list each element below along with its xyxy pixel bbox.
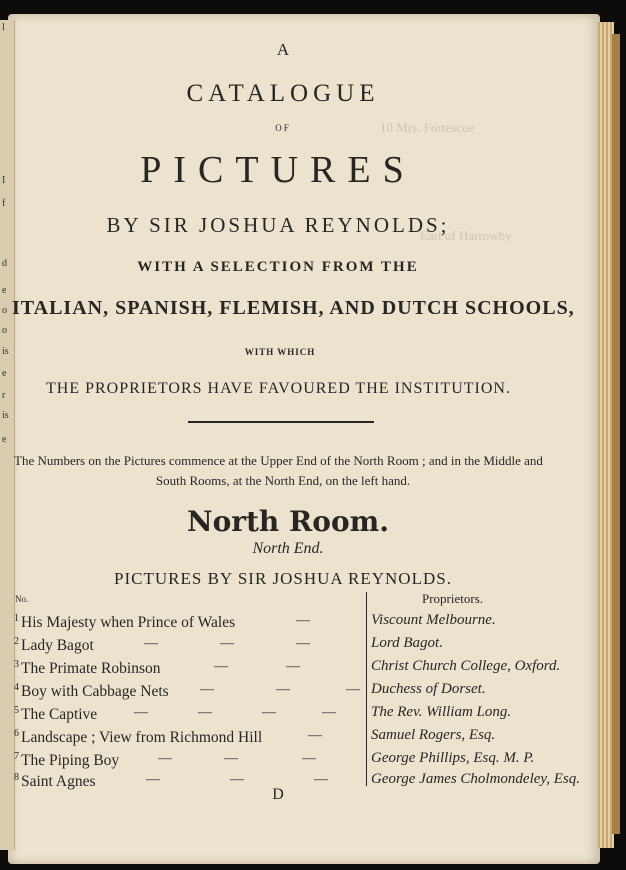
proprietors-column-label: Proprietors. <box>422 591 484 606</box>
book-cover-edge <box>612 34 620 834</box>
margin-letter: is <box>2 346 9 357</box>
number-column-label: No. <box>15 594 29 604</box>
leader-dash: — <box>144 636 158 651</box>
leader-dash: — <box>286 659 300 674</box>
entry-title: The Piping Boy <box>21 752 120 770</box>
entry-proprietor: The Rev. William Long. <box>371 704 512 720</box>
leader-dash: — <box>296 613 310 628</box>
leader-dash: — <box>224 751 238 766</box>
list-item <box>14 728 354 746</box>
leader-dash: — <box>200 682 214 697</box>
bleed-through-text: 10 Mrs. Fortescue <box>380 120 475 135</box>
schools-line: ITALIAN, SPANISH, FLEMISH, AND DUTCH SCHOOLS, <box>12 297 575 319</box>
leader-dash: — <box>346 682 360 697</box>
entry-proprietor: George Phillips, Esq. M. P. <box>371 750 535 766</box>
margin-letter: e <box>2 285 7 296</box>
entry-number: 2 <box>14 636 19 647</box>
entry-title: Boy with Cabbage Nets <box>21 683 169 701</box>
entry-number: 8 <box>14 772 19 783</box>
signature-mark: D <box>272 786 284 803</box>
column-divider <box>366 592 367 786</box>
entry-proprietor: Christ Church College, Oxford. <box>371 658 561 674</box>
margin-letter: e <box>2 434 7 445</box>
end-heading: North End. <box>252 540 324 557</box>
with-which: WITH WHICH <box>244 347 316 357</box>
entry-title: Landscape ; View from Richmond Hill <box>21 729 263 747</box>
leader-dash: — <box>314 772 328 787</box>
title-article: A <box>276 40 290 59</box>
leader-dash: — <box>302 751 316 766</box>
margin-letter: I <box>2 175 6 186</box>
entry-title: Saint Agnes <box>21 773 96 791</box>
numbers-note-line-1: The Numbers on the Pictures commence at the Upper End of the North Room ; and in the Middle and <box>14 453 543 468</box>
list-item <box>14 613 354 631</box>
margin-letter: r <box>2 390 6 401</box>
leader-dash: — <box>214 659 228 674</box>
margin-letter: e <box>2 368 7 379</box>
margin-letter: o <box>2 325 7 336</box>
leader-dash: — <box>276 682 290 697</box>
leader-dash: — <box>308 728 322 743</box>
list-item <box>14 636 354 654</box>
entry-number: 4 <box>14 682 19 693</box>
entry-proprietor: Viscount Melbourne. <box>371 612 496 628</box>
list-item <box>14 705 354 723</box>
section-heading: PICTURES BY SIR JOSHUA REYNOLDS. <box>114 569 452 588</box>
entry-title: The Captive <box>21 706 98 724</box>
leader-dash: — <box>158 751 172 766</box>
title-pictures: PICTURES <box>140 149 416 191</box>
entry-number: 1 <box>14 613 19 624</box>
margin-letter: o <box>2 305 7 316</box>
margin-letter: d <box>2 258 7 269</box>
leader-dash: — <box>220 636 234 651</box>
entry-title: The Primate Robinson <box>21 660 161 678</box>
leader-dash: — <box>134 705 148 720</box>
selection-line: WITH A SELECTION FROM THE <box>137 259 419 275</box>
leader-dash: — <box>322 705 336 720</box>
bleed-through-text: Earl of Harrowby <box>420 228 512 243</box>
entry-proprietor: Lord Bagot. <box>371 635 443 651</box>
byline: BY SIR JOSHUA REYNOLDS; <box>106 213 450 237</box>
leader-dash: — <box>230 772 244 787</box>
list-item <box>14 659 354 677</box>
entry-number: 5 <box>14 705 19 716</box>
leader-dash: — <box>296 636 310 651</box>
entry-title: His Majesty when Prince of Wales <box>21 614 236 632</box>
margin-letter: is <box>2 410 9 421</box>
entry-proprietor: Duchess of Dorset. <box>371 681 486 697</box>
leader-dash: — <box>146 772 160 787</box>
entry-number: 3 <box>14 659 19 670</box>
margin-letter: l <box>2 22 5 33</box>
list-item <box>14 751 354 769</box>
entry-title: Lady Bagot <box>21 637 94 655</box>
room-heading: North Room. <box>186 505 390 538</box>
entry-proprietor: George James Cholmondeley, Esq. <box>371 771 580 787</box>
entry-proprietor: Samuel Rogers, Esq. <box>371 727 496 743</box>
list-item <box>14 682 360 701</box>
margin-letter: f <box>2 198 6 209</box>
leader-dash: — <box>198 705 212 720</box>
entry-number: 6 <box>14 728 19 739</box>
entry-number: 7 <box>14 751 19 762</box>
divider-rule <box>188 421 374 423</box>
numbers-note-line-2: South Rooms, at the North End, on the left hand. <box>155 473 411 488</box>
leader-dash: — <box>262 705 276 720</box>
title-of: OF <box>275 123 291 133</box>
proprietors-line: THE PROPRIETORS HAVE FAVOURED THE INSTITUTION. <box>46 380 511 397</box>
title-catalogue: CATALOGUE <box>186 80 380 107</box>
